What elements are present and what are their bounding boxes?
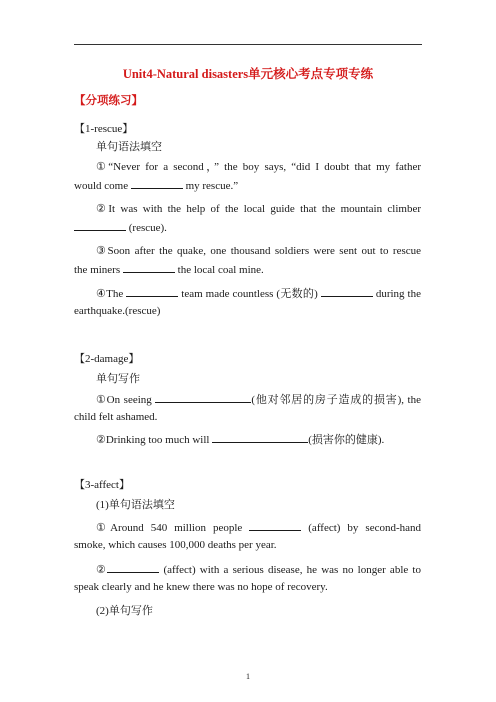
answer-blank[interactable] xyxy=(126,286,178,297)
damage-q1-line2: child felt ashamed. xyxy=(74,411,158,423)
answer-blank[interactable] xyxy=(74,220,126,231)
damage-q2-line1 xyxy=(96,432,384,447)
affect-q2-line1 xyxy=(74,562,421,577)
answer-blank[interactable] xyxy=(321,286,373,297)
rescue-q2-text: (rescue). xyxy=(126,222,167,234)
rescue-q1-line2 xyxy=(74,178,238,193)
rescue-q1-text-b: my rescue.” xyxy=(182,180,239,192)
section-heading: 【分项练习】 xyxy=(74,95,143,107)
affect-task-1: (1)单句语法填空 xyxy=(96,499,175,511)
affect-q1-line2: smoke, which causes 100,000 deaths per year. xyxy=(74,539,277,551)
rescue-q4-line1 xyxy=(74,286,421,301)
rescue-q1-line1: ①“Never for a second，” the boy says, “did I doubt that my father xyxy=(96,161,421,173)
header-rule xyxy=(74,44,422,45)
affect-heading: 【3-affect】 xyxy=(74,479,130,491)
damage-q1-text-a: ①On seeing xyxy=(96,394,156,406)
rescue-q4-line2: earthquake.(rescue) xyxy=(74,305,161,317)
affect-q2-text-b: (affect) with a serious disease, he was no longer able to xyxy=(159,564,421,576)
page-number: 1 xyxy=(246,672,250,681)
damage-task: 单句写作 xyxy=(96,373,140,385)
rescue-q3-line1: ③Soon after the quake, one thousand soldiers were sent out to rescue xyxy=(96,245,421,257)
answer-blank[interactable] xyxy=(123,262,175,273)
answer-blank[interactable] xyxy=(107,562,159,573)
damage-q2-text-a: ②Drinking too much will xyxy=(96,434,213,446)
rescue-q3-line2 xyxy=(74,262,264,277)
answer-blank[interactable] xyxy=(249,520,301,531)
answer-blank[interactable] xyxy=(131,178,183,189)
affect-task-2: (2)单句写作 xyxy=(96,605,153,617)
answer-blank[interactable] xyxy=(212,432,308,443)
rescue-q4-text-b: team made countless (无数的) xyxy=(178,288,321,300)
affect-q1-text-a: ①Around 540 million people xyxy=(96,522,250,534)
affect-q1-text-b: (affect) by second-hand xyxy=(301,522,421,534)
answer-blank[interactable] xyxy=(155,392,251,403)
affect-q1-line1 xyxy=(74,520,421,535)
document-title: Unit4-Natural disasters单元核心考点专项专练 xyxy=(122,67,374,81)
damage-q1-line1 xyxy=(74,392,421,407)
rescue-q3-text-b: the local coal mine. xyxy=(174,264,264,276)
affect-q2-text-a: ② xyxy=(96,564,108,576)
rescue-q1-text-a: would come xyxy=(74,180,131,192)
rescue-heading: 【1-rescue】 xyxy=(74,123,134,135)
damage-heading: 【2-damage】 xyxy=(74,353,140,365)
rescue-q3-text-a: the miners xyxy=(74,264,123,276)
damage-q1-text-b: (他对邻居的房子造成的损害), the xyxy=(251,394,421,406)
rescue-q4-text-c: during the xyxy=(372,288,421,300)
rescue-q2-line1: ②It was with the help of the local guide that the mountain climber xyxy=(96,203,421,215)
damage-q2-text-b: (损害你的健康). xyxy=(308,434,385,446)
rescue-task: 单句语法填空 xyxy=(96,141,162,153)
affect-q2-line2: speak clearly and he knew there was no hope of recovery. xyxy=(74,581,328,593)
rescue-q2-line2 xyxy=(74,220,167,235)
rescue-q4-text-a: ④The xyxy=(96,288,127,300)
